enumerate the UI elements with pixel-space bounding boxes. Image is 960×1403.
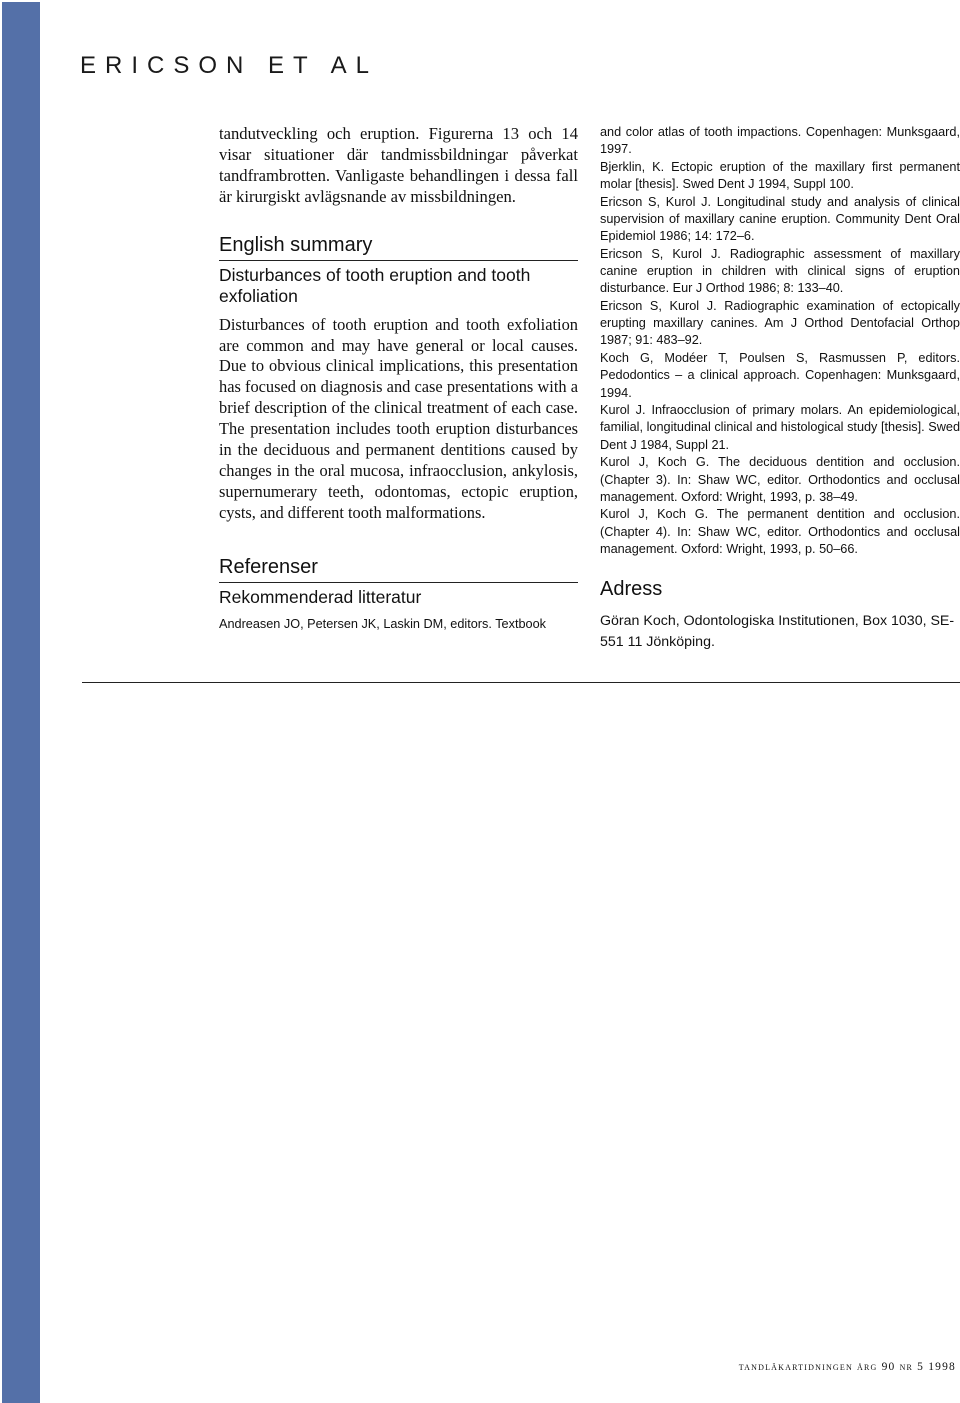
right-column: [600, 124, 960, 652]
side-color-band: [2, 2, 40, 1403]
reference-item: Kurol J. Infraocclusion of primary molars. An epidemiological, familial, longitudinal clinical and histological study [thesis]. Swed Dent J 1984, Suppl 21.: [600, 403, 960, 452]
reference-item: Ericson S, Kurol J. Longitudinal study and analysis of clinical supervision of maxillary canine eruption. Community Dent Oral Epidemiol 1986; 14: 172–6.: [600, 194, 960, 244]
reference-list: [600, 124, 960, 558]
reference-item: Bjerklin, K. Ectopic eruption of the maxillary first permanent molar [thesis]. Swed Dent J 1994, Suppl 100.: [600, 159, 960, 192]
reference-item: Ericson S, Kurol J. Radiographic examination of ectopically erupting maxillary canines. Am J Orthod Dentofacial Orthop 1987; 91: 483–92.: [600, 299, 960, 348]
reference-item: Andreasen JO, Petersen JK, Laskin DM, editors. Textbook: [219, 616, 546, 631]
reference-item: Ericson S, Kurol J. Radiographic assessment of maxillary canine eruption in children with clinical signs of eruption disturbance. Eur J Orthod 1986; 8: 133–40.: [600, 246, 960, 296]
intro-paragraph: tandutveckling och eruption. Figurerna 13 och 14 visar situationer där tandmissbildningar påverkat tandframbrotten. Vanligaste behandlingen i dessa fall är kirurgiskt avlägsnande av missbildningen.: [219, 124, 578, 206]
left-column: [219, 124, 578, 633]
references-subheading: Rekommenderad litteratur: [219, 586, 422, 607]
section-divider: [82, 682, 960, 683]
address-heading: Adress: [600, 578, 663, 601]
reference-item: Koch G, Modéer T, Poulsen S, Rasmussen P, editors. Pedodontics – a clinical approach. Copenhagen: Munksgaard, 1994.: [600, 351, 960, 400]
summary-heading: English summary: [219, 232, 578, 261]
summary-paragraph: Disturbances of tooth eruption and tooth exfoliation are common and may have general or local causes. Due to obvious clinical implications, this presentation has focused on diagnosis and case presentations with a brief description of the clinical treatment of each case. The presentation includes tooth eruption disturbances in the deciduous and permanent dentitions caused by changes in the oral mucosa, infraocclusion, ankylosis, supernumerary teeth, odontomas, ectopic eruption, cysts, and different tooth malformations.: [219, 314, 578, 522]
running-head: ERICSON ET AL: [80, 52, 378, 79]
reference-item: Kurol J, Koch G. The deciduous dentition and occlusion. (Chapter 3). In: Shaw WC, editor. Orthodontics and occlusal management. Oxford: Wright, 1993, p. 38–49.: [600, 455, 960, 504]
address-text: Göran Koch, Odontologiska Institutionen, Box 1030, SE-551 11 Jönköping.: [600, 613, 955, 650]
summary-subheading: Disturbances of tooth eruption and tooth exfoliation: [219, 264, 531, 306]
references-heading: Referenser: [219, 554, 578, 583]
reference-item: and color atlas of tooth impactions. Copenhagen: Munksgaard, 1997.: [600, 125, 960, 157]
reference-item: Kurol J, Koch G. The permanent dentition and occlusion. (Chapter 4). In: Shaw WC, editor. Orthodontics and occlusal management. Oxford: Wright, 1993, p. 50–66.: [600, 507, 960, 556]
journal-footer: tandläkartidningen årg 90 nr 5 1998: [738, 1361, 956, 1373]
